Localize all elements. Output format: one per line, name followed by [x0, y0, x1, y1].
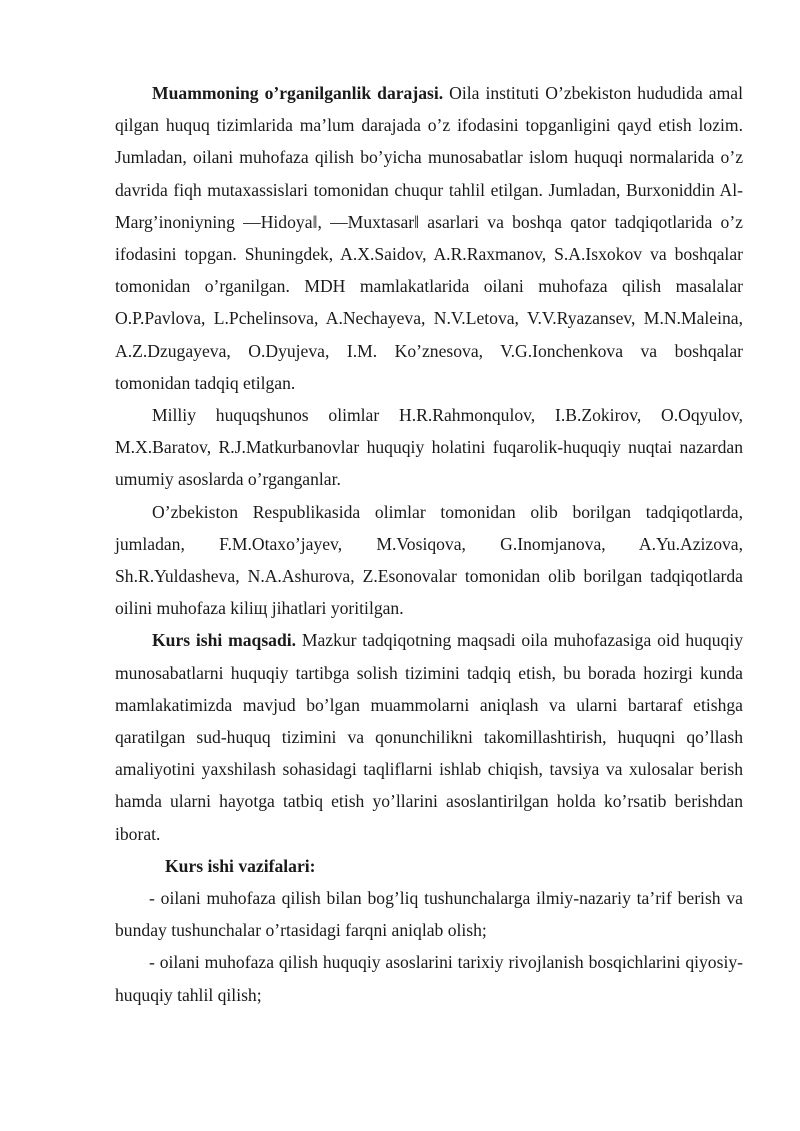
course-goal-text: Mazkur tadqiqotning maqsadi oila muhofazasiga oid huquqiy munosabatlarni huquqiy tartibga solish tizimini tadqiq etish, bu borada hozirgi kunda mamlakatimizda mavjud bo’lgan muammolarni aniqlash va ularni bartaraf etishga qaratilgan sud-huquq tizimini va qonunchilikni takomillashtirish, huquqni qo’llash amaliyotini yaxshilash sohasidagi taqliflarni ishlab chiqish, tavsiya va xulosalar berish hamda ularni hayotga tatbiq etish yo’llarini asoslantirilgan holda ko’rsatib berishdan iborat.: [115, 630, 743, 844]
task-item-2: - oilani muhofaza qilish huquqiy asoslarini tarixiy rivojlanish bosqichlarini qiyosiy-huquqiy tahlil qilish;: [115, 952, 743, 1005]
paragraph-uzbek-research: O’zbekiston Respublikasida olimlar tomonidan olib borilgan tadqiqotlarda, jumladan, F.M.Otaxo’jayev, M.Vosiqova, G.Inomjanova, A.Yu.Azizova, Sh.R.Yuldasheva, N.A.Ashurova, Z.Esonovalar tomonidan olib borilgan tadqiqotlarda oilini muhofaza kiliщ jihatlari yoritilgan.: [115, 501, 743, 619]
paragraph-research-degree: [115, 77, 743, 399]
paragraph-course-goal: [115, 624, 743, 849]
task-item-1: - oilani muhofaza qilish bilan bog’liq tushunchalarga ilmiy-nazariy ta’rif berish va bunday tushunchalar o’rtasidagi farqni aniqlab olish;: [115, 888, 743, 941]
course-goal-heading: Kurs ishi maqsadi.: [152, 630, 297, 651]
course-tasks-heading: Kurs ishi vazifalari:: [165, 855, 316, 876]
research-degree-heading: Muammoning o’rganilganlik darajasi.: [152, 83, 444, 103]
research-degree-text: Oila instituti O’zbekiston hududida amal qilgan huquq tizimlarida ma’lum darajada o’z ifodasini topganligini qayd etish lozim. Jumladan, oilani muhofaza qilish bo’yicha munosabatlar islom huquqi normalarida o’z davrida fiqh mutaxassislari tomonidan chuqur tahlil etilgan. Jumladan, Burxoniddin Al-Marg’inoniyning ―Hidoya‖, ―Muxtasar‖ asarlari va boshqa qator tadqiqotlarida o’z ifodasini topgan. Shuningdek, A.X.Saidov, A.R.Raxmanov, S.A.Isxokov va boshqalar tomonidan o’rganilgan. MDH mamlakatlarida oilani muhofaza qilish masalalar O.P.Pavlova, L.Pchelinsova, A.Nechayeva, N.V.Letova, V.V.Ryazansev, M.N.Maleina, A.Z.Dzugayeva, O.Dyujeva, I.M. Ko’znesova, V.G.Ionchenkova va boshqalar tomonidan tadqiq etilgan.: [115, 83, 743, 393]
paragraph-national-scholars: Milliy huquqshunos olimlar H.R.Rahmonqulov, I.B.Zokirov, O.Oqyulov, M.X.Baratov, R.J.Matkurbanovlar huquqiy holatini fuqarolik-huquqiy nuqtai nazardan umumiy asoslarda o’rganganlar.: [115, 405, 743, 490]
